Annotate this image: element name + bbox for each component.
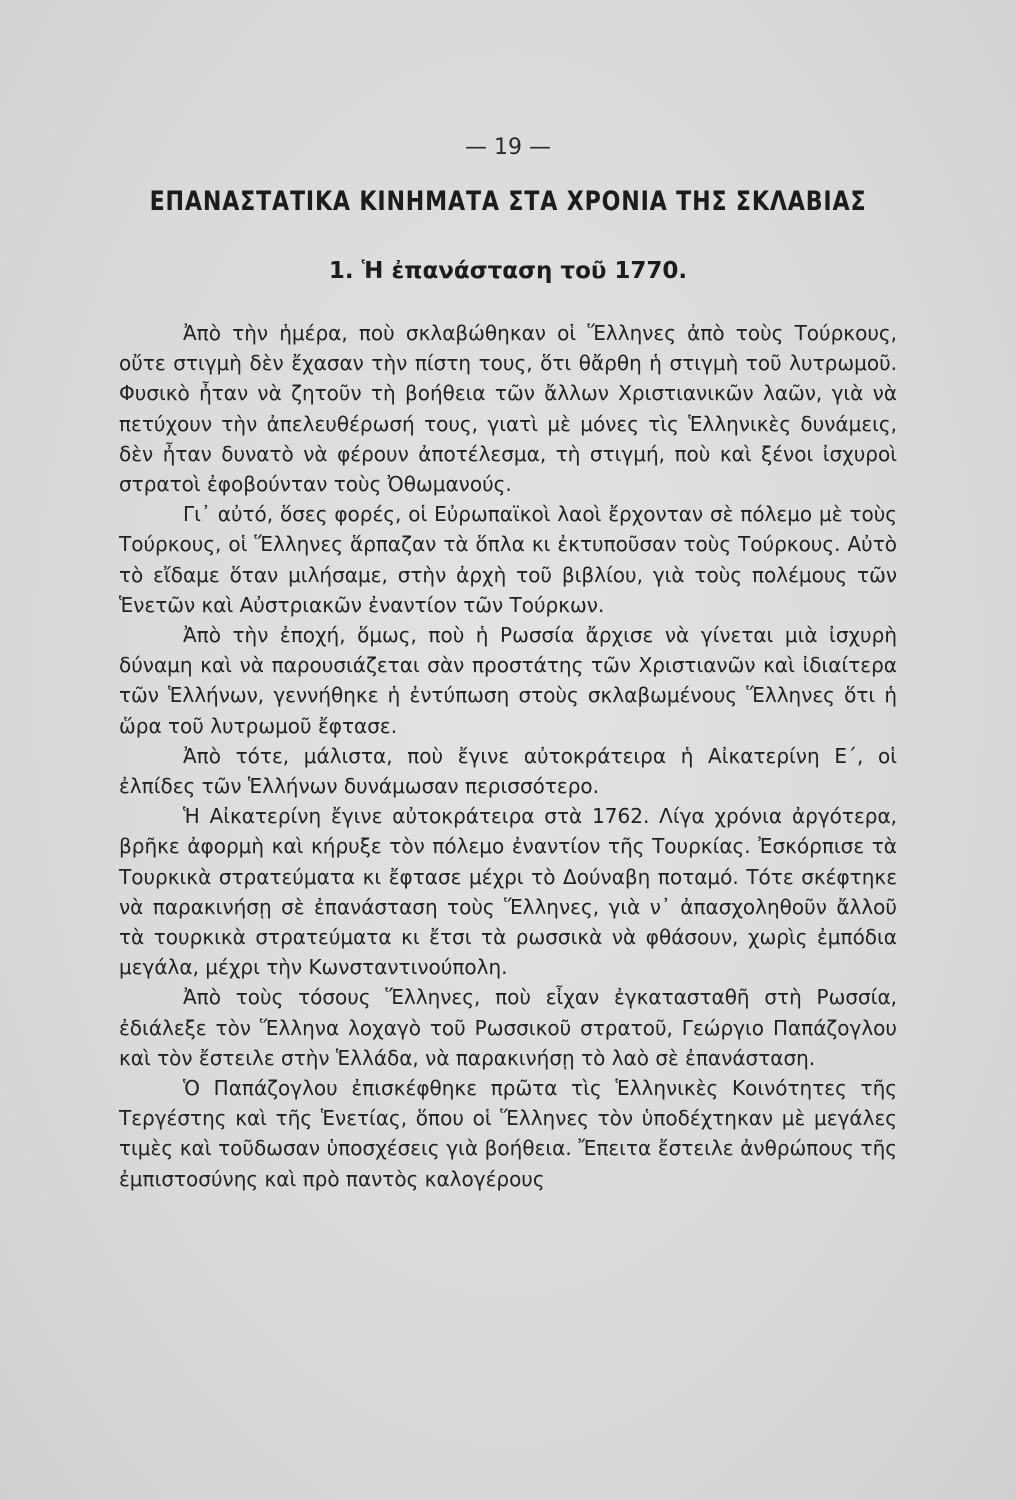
- section-title: 1. Ἡ ἐπανάσταση τοῦ 1770.: [328, 258, 688, 284]
- paragraph-6: Ἀπὸ τοὺς τόσους Ἕλληνες, ποὺ εἶχαν ἐγκατασταθῆ στὴ Ρωσσία, ἐδιάλεξε τὸν Ἕλληνα λοχαγὸ τοῦ Ρωσσικοῦ στρατοῦ, Γεώργιο Παπάζογλου καὶ τὸν ἔστειλε στὴν Ἑλλάδα, νὰ παρακινήσῃ τὸ λαὸ σὲ ἐπανάσταση.: [119, 985, 897, 1070]
- body-text: [119, 318, 897, 1194]
- paragraph-5: Ἡ Αἰκατερίνη ἔγινε αὐτοκράτειρα στὰ 1762. Λίγα χρόνια ἀργότερα, βρῆκε ἀφορμὴ καὶ κήρυξε τὸν πόλεμο ἐναντίον τῆς Τουρκίας. Ἐσκόρπισε τὰ Τουρκικὰ στρατεύματα κι ἔφτασε μέχρι τὸ Δούναβη ποταμό. Τότε σκέφτηκε νὰ παρακινήσῃ σὲ ἐπανάσταση τοὺς Ἕλληνες, γιὰ ν᾿ ἀπασχοληθοῦν ἄλλοῦ τὰ τουρκικὰ στρατεύματα κι ἔτσι τὰ ρωσσικὰ νὰ φθάσουν, χωρὶς ἐμπόδια μεγάλα, μέχρι τὴν Κωνσταντινούπολη.: [119, 804, 897, 980]
- paragraph-7: Ὁ Παπάζογλου ἐπισκέφθηκε πρῶτα τὶς Ἑλληνικὲς Κοινότητες τῆς Τεργέστης καὶ τῆς Ἑνετίας, ὅπου οἱ Ἕλληνες τὸν ὑποδέχτηκαν μὲ μεγάλες τιμὲς καὶ τοῦδωσαν ὑποσχέσεις γιὰ βοήθεια. Ἔπειτα ἔστειλε ἀνθρώπους τῆς ἐμπιστοσύνης καὶ πρὸ παντὸς καλογέρους: [119, 1076, 897, 1191]
- page-number: — 19 —: [465, 135, 551, 160]
- paragraph-2: Γι᾿ αὐτό, ὅσες φορές, οἱ Εὐρωπαϊκοὶ λαοὶ ἔρχονταν σὲ πόλεμο μὲ τοὺς Τούρκους, οἱ Ἕλληνες ἅρπαζαν τὰ ὅπλα κι ἐκτυποῦσαν τοὺς Τούρκους. Αὐτὸ τὸ εἴδαμε ὅταν μιλήσαμε, στὴν ἀρχὴ τοῦ βιβλίου, γιὰ τοὺς πολέμους τῶν Ἑνετῶν καὶ Αὐστριακῶν ἐναντίον τῶν Τούρκων.: [119, 502, 897, 617]
- paragraph-1: Ἀπὸ τὴν ἡμέρα, ποὺ σκλαβώθηκαν οἱ Ἕλληνες ἀπὸ τοὺς Τούρκους, οὔτε στιγμὴ δὲν ἔχασαν τὴν πίστη τους, ὅτι θἄρθη ἡ στιγμὴ τοῦ λυτρωμοῦ. Φυσικὸ ἦταν νὰ ζητοῦν τὴ βοήθεια τῶν ἄλλων Χριστιανικῶν λαῶν, γιὰ νὰ πετύχουν τὴν ἀπελευθέρωσή τους, γιατὶ μὲ μόνες τὶς Ἑλληνικὲς δυνάμεις, δὲν ἦταν δυνατὸ νὰ φέρουν ἀποτέλεσμα, τὴ στιγμή, ποὺ καὶ ξένοι ἰσχυροὶ στρατοὶ ἐφοβούνταν τοὺς Ὀθωμανούς.: [119, 321, 897, 497]
- paragraph-3: Ἀπὸ τὴν ἐποχή, ὅμως, ποὺ ἡ Ρωσσία ἄρχισε νὰ γίνεται μιὰ ἰσχυρὴ δύναμη καὶ νὰ παρουσιάζεται σὰν προστάτης τῶν Χριστιανῶν καὶ ἰδιαίτερα τῶν Ἑλλήνων, γεννήθηκε ἡ ἐντύπωση στοὺς σκλαβωμένους Ἕλληνες ὅτι ἡ ὥρα τοῦ λυτρωμοῦ ἔφτασε.: [119, 623, 897, 738]
- chapter-title: ΕΠΑΝΑΣΤΑΤΙΚΑ ΚΙΝΗΜΑΤΑ ΣΤΑ ΧΡΟΝΙΑ ΤΗΣ ΣΚΛΑΒΙΑΣ: [149, 186, 867, 217]
- paragraph-4: Ἀπὸ τότε, μάλιστα, ποὺ ἔγινε αὐτοκράτειρα ἡ Αἰκατερίνη Ε΄, οἱ ἐλπίδες τῶν Ἑλλήνων δυνάμωσαν περισσότερο.: [119, 743, 897, 799]
